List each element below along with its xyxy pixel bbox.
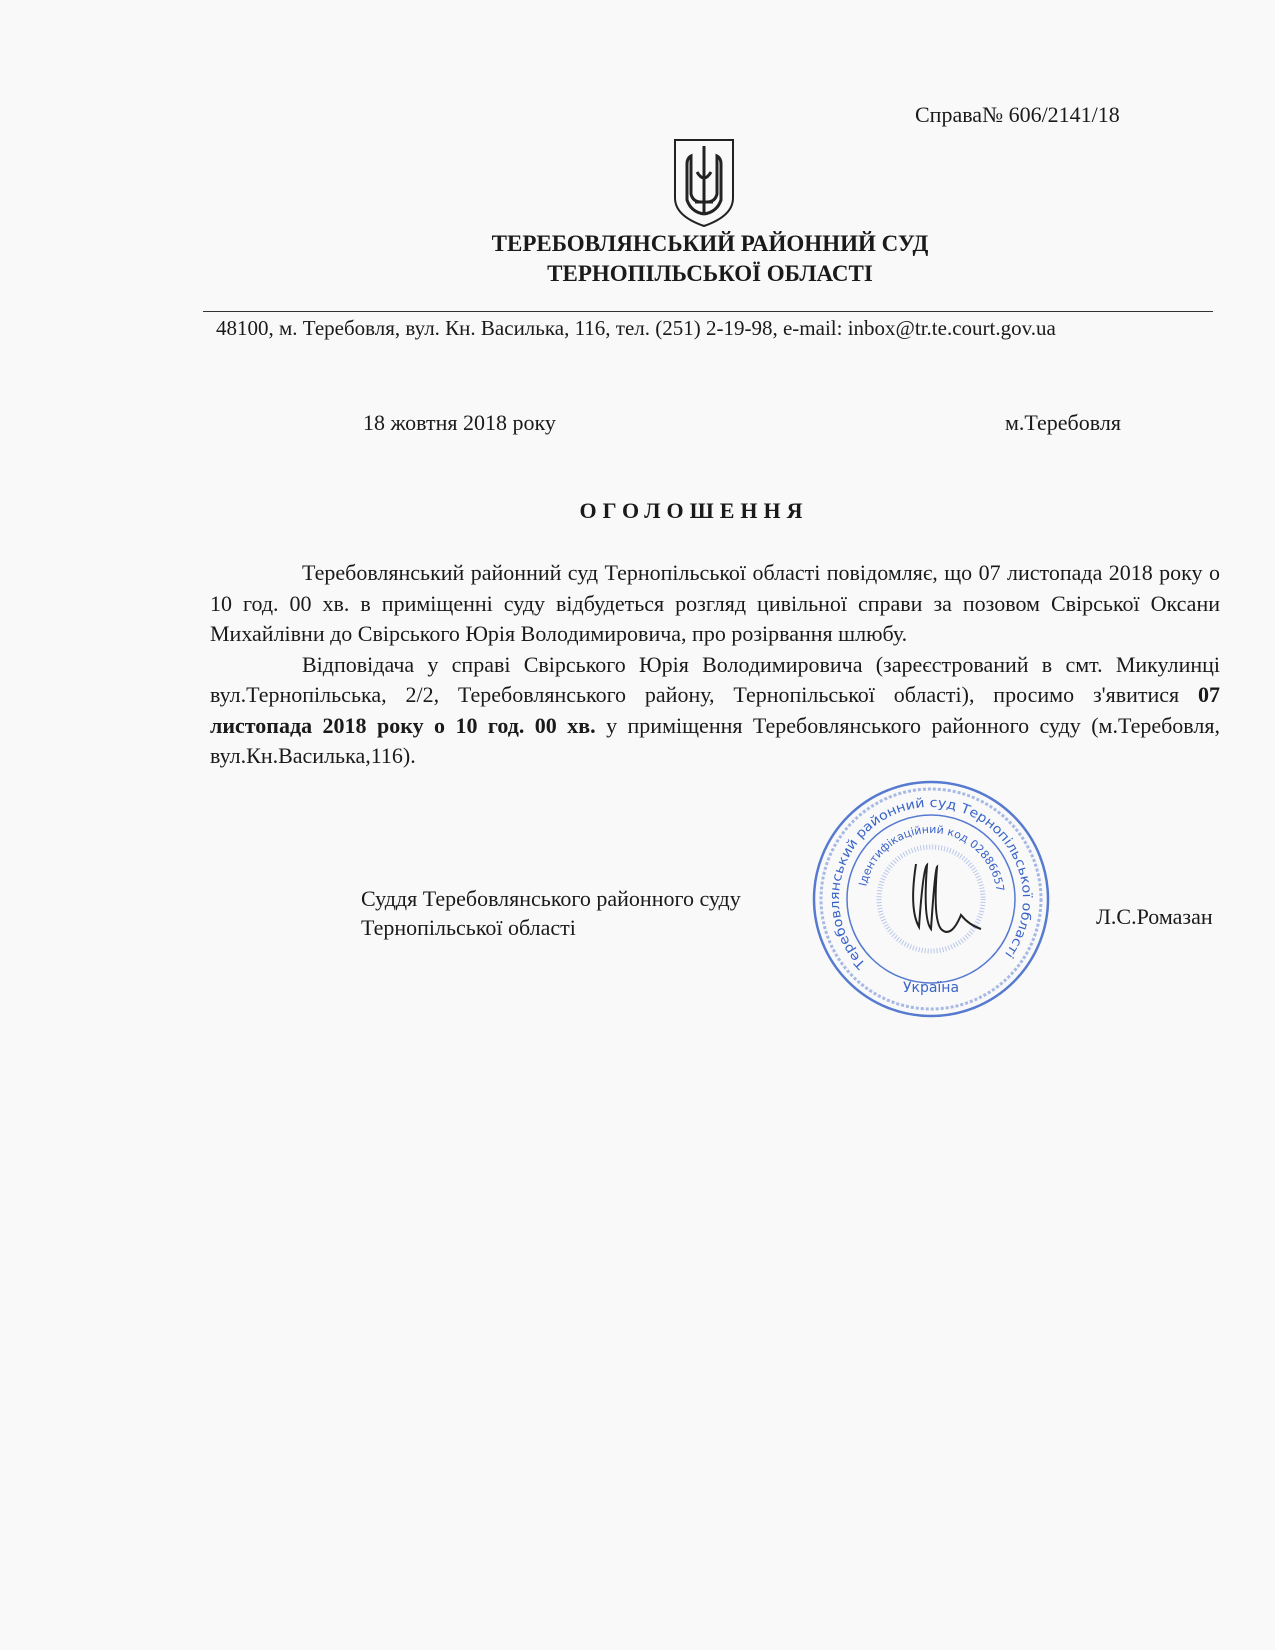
header-divider xyxy=(203,311,1213,312)
court-name-line1: ТЕРЕБОВЛЯНСЬКИЙ РАЙОННИЙ СУД xyxy=(491,231,929,256)
announcement-paragraph: Теребовлянський районний суд Тернопільської області повідомляє, що 07 листопада 2018 року о 10 год. 00 хв. в приміщенні суду відбудеться розгляд цивільної справи за позовом Свірської Оксани Михайлівни до Свірського Юрія Володимировича, про розірвання шлюбу. xyxy=(210,560,1220,646)
document-body xyxy=(210,558,1220,772)
document-heading: ОГОЛОШЕННЯ xyxy=(579,498,809,523)
signature-scribble xyxy=(913,864,981,932)
judge-position-line2: Тернопільської області xyxy=(361,915,576,940)
court-name-line2: ТЕРНОПІЛЬСЬКОЇ ОБЛАСТІ xyxy=(547,261,873,286)
judge-position-line1: Суддя Теребовлянського районного суду xyxy=(361,886,741,911)
stamp-bottom-text: Україна xyxy=(902,980,960,996)
hearing-datetime: 07 листопада 2018 року о 10 год. 00 хв. xyxy=(210,682,1220,738)
court-stamp xyxy=(811,779,1051,1019)
stamp-inner-text: Ідентифікаційний код 02886657 xyxy=(856,822,1007,893)
court-address: 48100, м. Теребовля, вул. Кн. Василька, 116, тел. (251) 2-19-98, e-mail: inbox@tr.te.court.gov.ua xyxy=(216,316,1056,340)
case-number: Справа№ 606/2141/18 xyxy=(915,102,1120,127)
document-city: м.Теребовля xyxy=(1005,410,1121,435)
judge-name: Л.С.Ромазан xyxy=(1096,904,1213,929)
stamp-outer-text: Теребовлянський районний суд Тернопільської області xyxy=(827,795,1035,972)
coat-of-arms-icon xyxy=(671,136,737,228)
summons-location: у приміщення Теребовлянського районного суду (м.Теребовля, вул.Кн.Василька,116). xyxy=(210,712,1220,768)
summons-paragraph xyxy=(210,650,1220,772)
summons-text: Відповідача у справі Свірського Юрія Володимировича (зареєстрований в смт. Микулинці вул.Тернопільська, 2/2, Теребовлянського району, Тернопільської області), просимо з'явитися xyxy=(210,651,1220,707)
document-date: 18 жовтня 2018 року xyxy=(363,410,556,435)
